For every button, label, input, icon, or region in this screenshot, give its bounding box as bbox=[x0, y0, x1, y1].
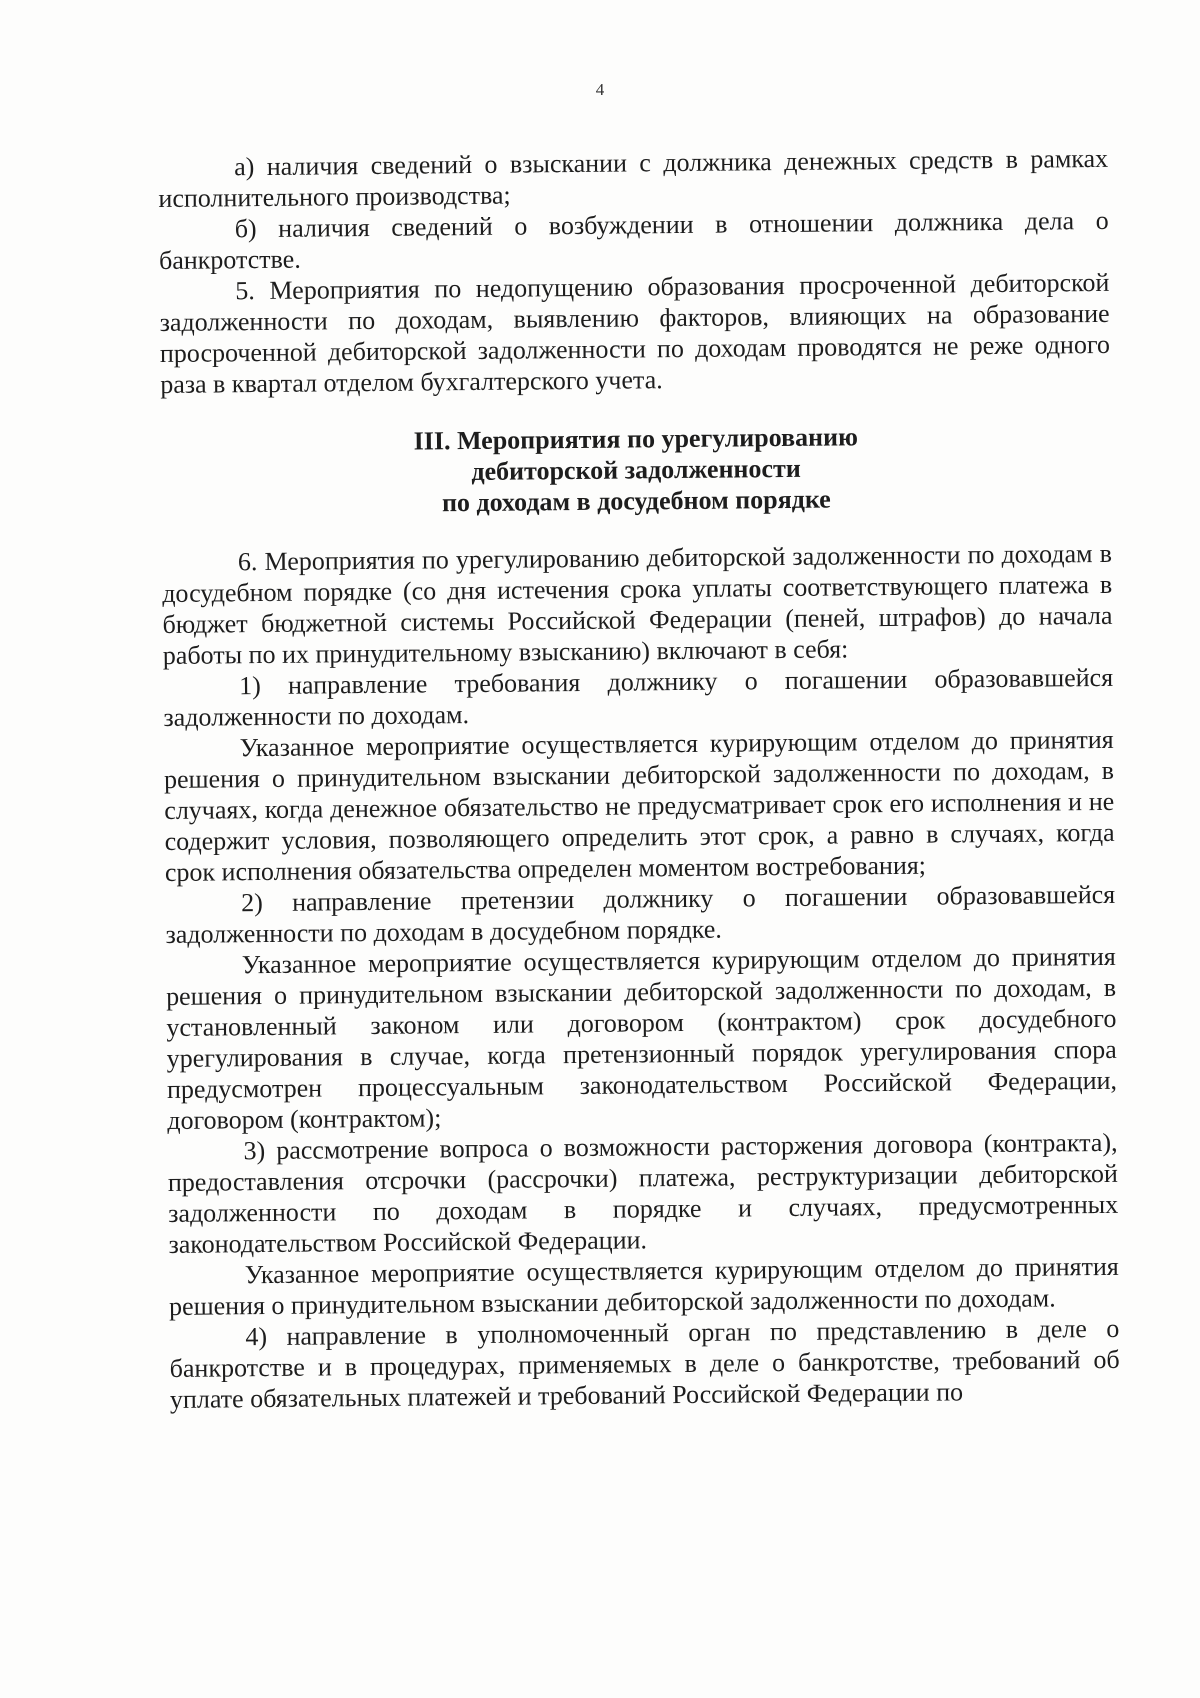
paragraph-item-b: б) наличия сведений о возбуждении в отношении должника дела о банкротстве. bbox=[158, 205, 1109, 275]
section-heading bbox=[161, 419, 1112, 521]
paragraph-subitem-4: 4) направление в уполномоченный орган по представлению в деле о банкротстве и в процедурах, применяемых в деле о банкротстве, требований об уплате обязательных платежей и требований Российской Федерации по bbox=[169, 1313, 1120, 1414]
paragraph-clause-6: 6. Мероприятия по урегулированию дебиторской задолженности по доходам в досудебном порядке (со дня истечения срока уплаты соответствующего платежа в бюджет бюджетной системы Российской Федерации (пеней, штрафов) до начала работы по их принудительному взысканию) включают в себя: bbox=[162, 538, 1113, 670]
paragraph-subitem-3: 3) рассмотрение вопроса о возможности расторжения договора (контракта), предоставления отсрочки (рассрочки) платежа, реструктуризации дебиторской задолженности по доходам в порядке и случаях, предусмотренных законодательством Российской Федерации. bbox=[167, 1127, 1119, 1259]
section-heading-line: дебиторской задолженности bbox=[471, 453, 801, 487]
paragraph-note-3: Указанное мероприятие осуществляется курирующим отделом до принятия решения о принудительном взыскании дебиторской задолженности по доходам. bbox=[168, 1251, 1119, 1321]
paragraph-subitem-1: 1) направление требования должнику о погашении образовавшейся задолженности по доходам. bbox=[163, 662, 1114, 732]
paragraph-clause-5: 5. Мероприятия по недопущению образования просроченной дебиторской задолженности по доходам, выявлению факторов, влияющих на образование просроченной дебиторской задолженности по доходам проводятся не реже одного раза в квартал отделом бухгалтерского учета. bbox=[159, 267, 1111, 399]
paragraph-note-2: Указанное мероприятие осуществляется курирующим отделом до принятия решения о принудительном взыскании дебиторской задолженности по доходам, в установленный законом или договором (контрактом) срок досудебного урегулирования в случае, когда претензионный порядок урегулирования спора предусмотрен процессуальным законодательством Российской Федерации, договором (контрактом); bbox=[165, 941, 1118, 1135]
section-heading-line: III. Мероприятия по урегулированию bbox=[413, 422, 859, 456]
paragraph-subitem-2: 2) направление претензии должнику о погашении образовавшейся задолженности по доходам в досудебном порядке. bbox=[165, 879, 1116, 949]
paragraph-item-a: а) наличия сведений о взыскании с должника денежных средств в рамках исполнительного производства; bbox=[158, 143, 1109, 213]
section-heading-line: по доходам в досудебном порядке bbox=[441, 484, 831, 518]
page-number: 4 bbox=[595, 80, 605, 99]
paragraph-note-1: Указанное мероприятие осуществляется курирующим отделом до принятия решения о принудительном взыскании дебиторской задолженности по доходам, в случаях, когда денежное обязательство не предусматривает срок его исполнения и не содержит условия, позволяющего определить этот срок, а равно в случаях, когда срок исполнения обязательства определен моментом востребования; bbox=[163, 724, 1115, 887]
document-body bbox=[158, 143, 1120, 1415]
